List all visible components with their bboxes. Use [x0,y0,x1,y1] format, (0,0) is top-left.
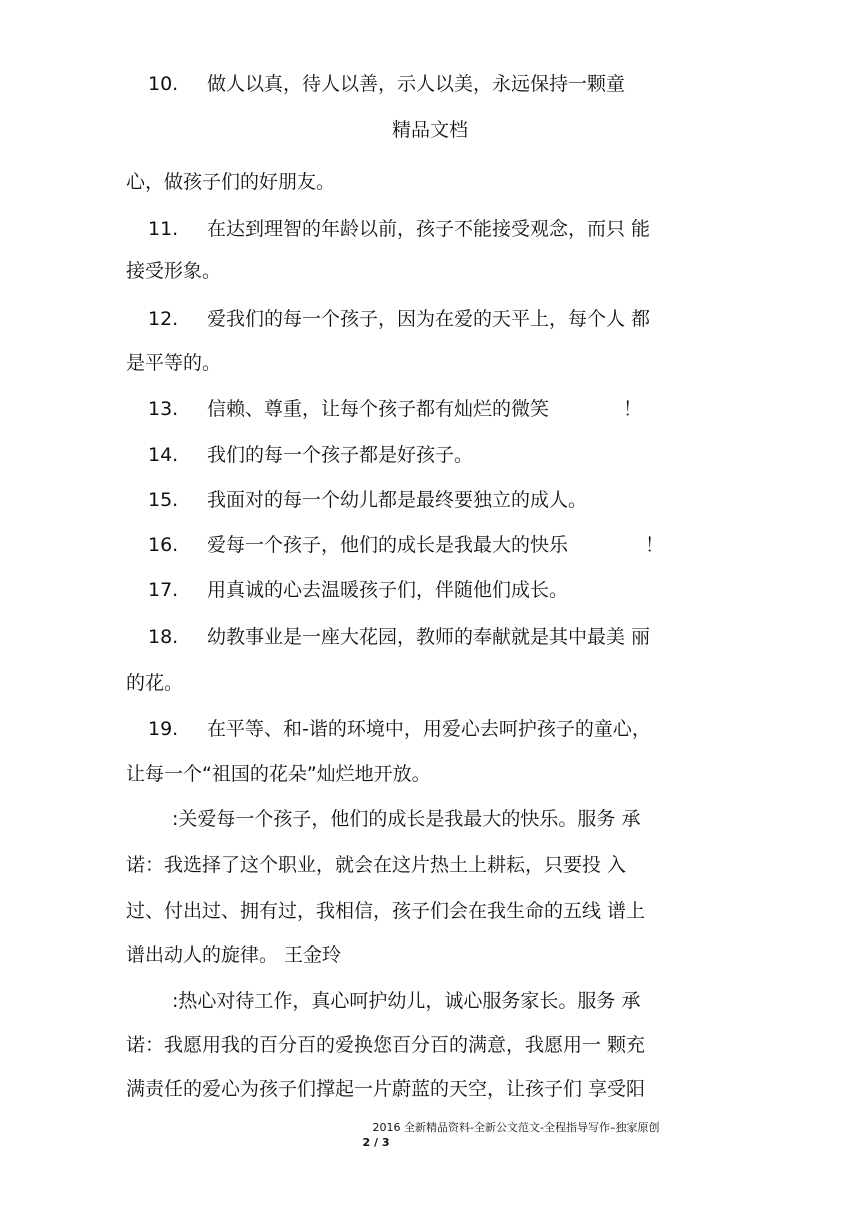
paragraph-line: 过、付出过、拥有过，我相信，孩子们会在我生命的五线 谱上 [126,900,646,922]
item-number: 17. [148,579,179,601]
item-text-cont: 让每一个“祖国的花朵”灿烂地开放。 [126,763,431,785]
item-text: 我们的每一个孩子都是好孩子。 [207,444,474,466]
paragraph-line: 谱出动人的旋律。 王金玲 [126,944,342,966]
item-text-cont: 接受形象。 [126,260,222,282]
item-number: 11. [148,218,179,240]
item-text: 在达到理智的年龄以前，孩子不能接受观念，而只 能 [207,218,651,240]
item-text-cont: 心，做孩子们的好朋友。 [126,171,336,193]
item-text: 做人以真，待人以善，示人以美，永远保持一颗童 [207,73,626,95]
exclamation-mark: ！ [645,534,665,556]
paragraph-line: 满责任的爱心为孩子们撑起一片蔚蓝的天空，让孩子们 享受阳 [126,1078,646,1100]
paragraph-line: 诺：我愿用我的百分百的爱换您百分百的满意，我愿用一 颗充 [126,1034,646,1056]
paragraph-line: 诺：我选择了这个职业，就会在这片热土上耕耘，只要投 入 [126,854,627,876]
item-number: 13. [148,398,179,420]
item-number: 16. [148,534,179,556]
item-text-cont: 的花。 [126,672,184,694]
item-text: 我面对的每一个幼儿都是最终要独立的成人。 [207,489,588,511]
page-number: 2 / 3 [362,1136,390,1149]
paragraph-line: :热心对待工作，真心呵护幼儿，诚心服务家长。服务 承 [172,990,641,1012]
page-title: 精品文档 [391,119,468,141]
item-text: 用真诚的心去温暖孩子们，伴随他们成长。 [207,579,569,601]
item-number: 18. [148,626,179,648]
item-number: 10. [148,73,179,95]
item-text: 信赖、尊重，让每个孩子都有灿烂的微笑 [207,398,550,420]
item-number: 14. [148,444,179,466]
item-text: 幼教事业是一座大花园，教师的奉献就是其中最美 丽 [207,626,651,648]
paragraph-line: :关爱每一个孩子，他们的成长是我最大的快乐。服务 承 [172,808,641,830]
item-text: 在平等、和-谐的环境中，用爱心去呵护孩子的童心， [207,718,651,740]
item-number: 15. [148,489,179,511]
footer-note: 2016 全新精品资料-全新公文范文-全程指导写作–独家原创 [372,1121,660,1134]
item-text-cont: 是平等的。 [126,352,222,374]
item-text: 爱我们的每一个孩子，因为在爱的天平上，每个人 都 [207,308,651,330]
item-number: 19. [148,718,179,740]
exclamation-mark: ！ [623,398,643,420]
item-text: 爱每一个孩子，他们的成长是我最大的快乐 [207,534,569,556]
item-number: 12. [148,308,179,330]
